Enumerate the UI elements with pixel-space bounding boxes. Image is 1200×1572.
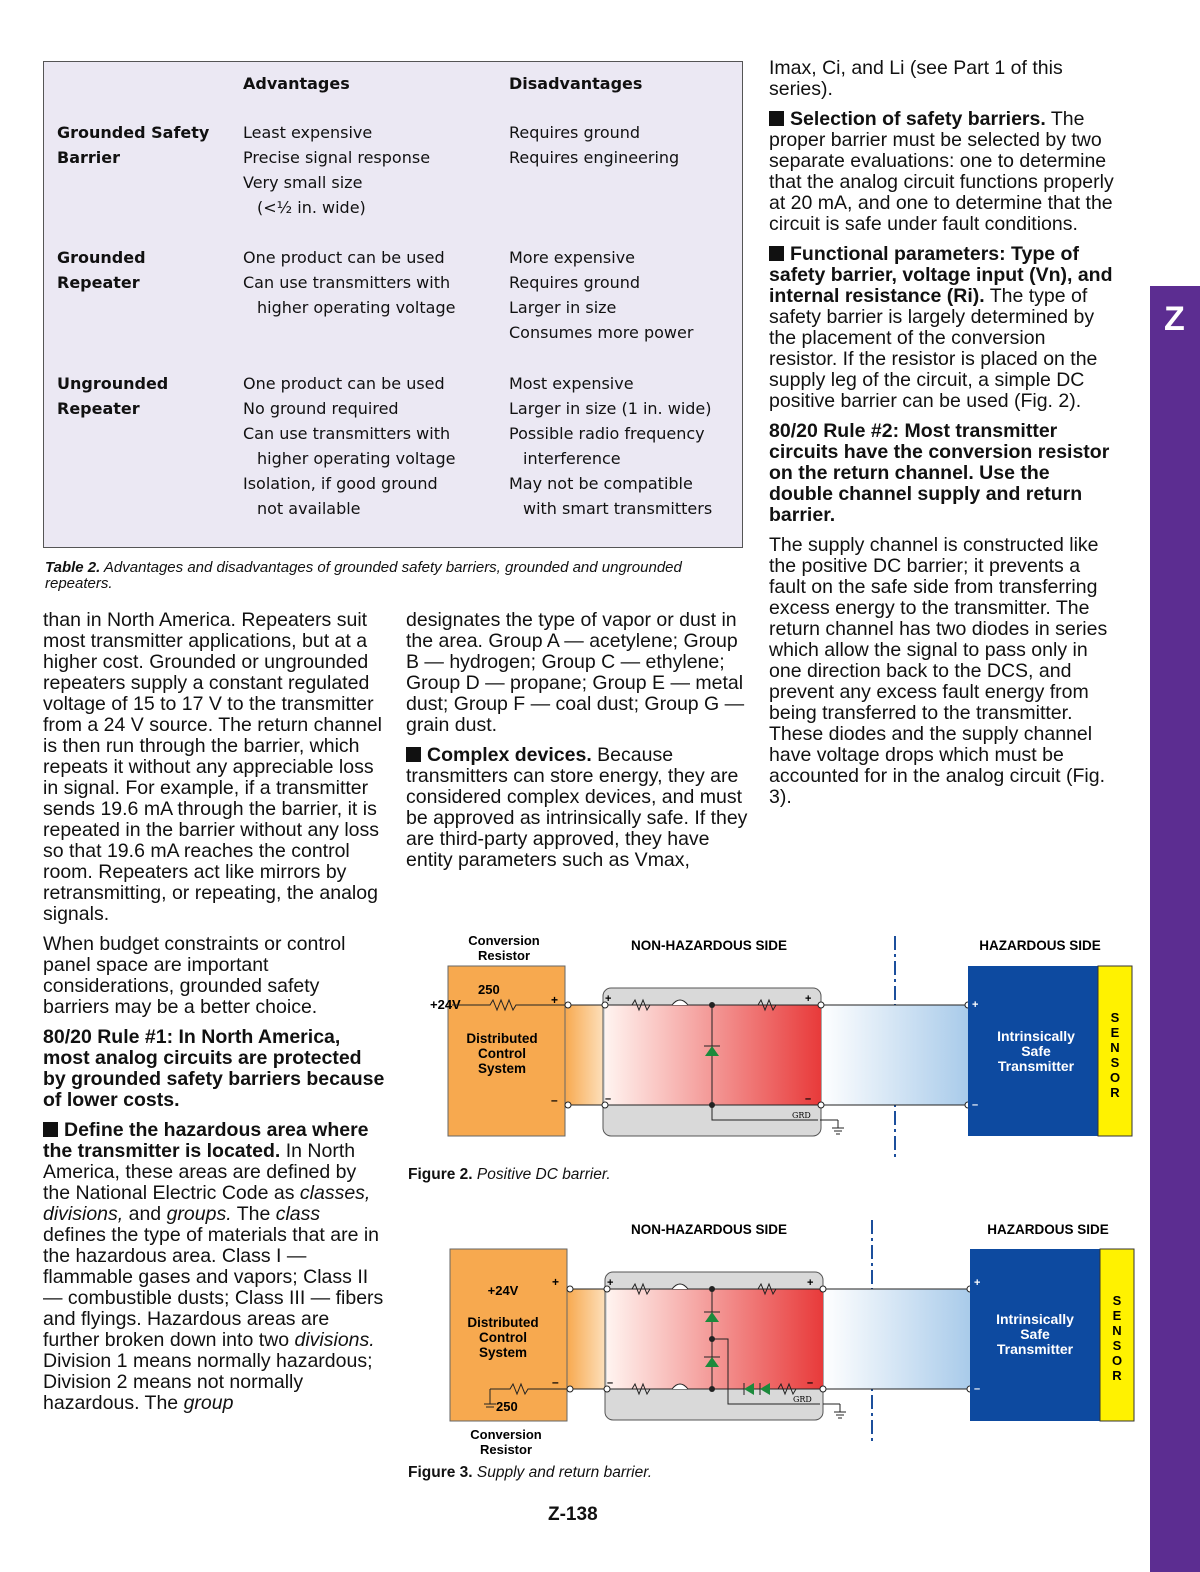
disadvantage-item: Requires ground [509, 123, 641, 142]
comparison-table [43, 61, 743, 548]
italic-term: divisions. [294, 1329, 375, 1351]
rule-2: 80/20 Rule #2: Most transmitter circuits have the conversion resistor on the return channel. Use the double channel supply and return barrier. [769, 420, 1110, 526]
transmitter-label: Intrinsically [996, 1311, 1074, 1327]
italic-term: groups. [166, 1203, 232, 1225]
sensor-letter: O [1111, 1353, 1123, 1368]
transmitter-label: Safe [1021, 1043, 1051, 1059]
figure-caption-text: Supply and return barrier. [472, 1464, 653, 1481]
supply-voltage-label: +24V [487, 1283, 519, 1298]
conversion-resistor-label: Resistor [477, 948, 531, 963]
text-run: In North America, these areas are defined by the National Electric Code as [43, 1140, 357, 1204]
disadvantage-item: interference [523, 449, 621, 468]
paragraph: than in North America. Repeaters suit most transmitter applications, but at a higher cost. Grounded or ungrounded repeaters supply a constant regulated voltage of 15 to 17 V to the transmitter from a 24 V source. The return channel is then run through the barrier, which repeats it without any appreciable loss in signal. For example, if a transmitter sends 19.6 mA through the barrier, it is repeated in the barrier without any loss so that 19.6 mA reaches the control room. Repeaters act like mirrors by retransmitting, or repeating, the analog signals. [43, 609, 382, 925]
paragraph: Imax, Ci, and Li (see Part 1 of this series). [769, 57, 1063, 100]
text-run: The [231, 1203, 276, 1225]
disadvantages-cell [509, 371, 739, 521]
sensor-letter: N [1110, 1040, 1120, 1055]
text-run: defines the type of materials that are in the hazardous area. Class I — flammable gases and vapors; Class II — combustible dusts; Class III — fibers and flyings. Hazardous areas are further broken down into two [43, 1224, 384, 1351]
advantage-item: not available [257, 499, 361, 518]
plus-terminal-label: + [552, 1275, 560, 1289]
text-run: and [123, 1203, 167, 1225]
minus-terminal-label: – [607, 1377, 614, 1389]
advantages-cell [243, 120, 503, 220]
disadvantage-item: Most expensive [509, 374, 634, 393]
rule-1: 80/20 Rule #1: In North America, most analog circuits are protected by grounded safety barriers because of lower costs. [43, 1026, 385, 1111]
disadvantage-item: Larger in size [509, 298, 617, 317]
sensor-letter: S [1112, 1338, 1122, 1353]
resistor-value-label: 250 [478, 982, 500, 997]
sensor-letter: N [1112, 1323, 1122, 1338]
advantage-item: higher operating voltage [257, 298, 456, 317]
figure-caption-text: Positive DC barrier. [472, 1166, 611, 1183]
minus-terminal-label: – [605, 1093, 612, 1105]
ground-terminal-label: GRD [793, 1395, 812, 1404]
advantage-item: Isolation, if good ground [243, 474, 438, 493]
minus-terminal-label: – [974, 1383, 981, 1395]
orange-fade [567, 1289, 607, 1389]
italic-term: group [183, 1392, 234, 1414]
plus-terminal-label: + [974, 1277, 981, 1289]
conversion-resistor-label: Conversion [470, 1427, 542, 1442]
dcs-label: Distributed [467, 1315, 539, 1330]
disadvantage-item: More expensive [509, 248, 636, 267]
square-bullet-icon [769, 111, 784, 126]
sensor-letter: S [1112, 1293, 1122, 1308]
row-name-line: Grounded Safety [57, 123, 210, 142]
paragraph [769, 109, 1114, 235]
plus-terminal-label: + [972, 999, 979, 1011]
italic-term: class [275, 1203, 321, 1225]
page-number: Z-138 [548, 1504, 598, 1525]
figure-3-diagram [400, 1212, 1140, 1462]
advantage-item: One product can be used [243, 248, 445, 267]
minus-terminal-label: – [551, 1093, 558, 1107]
square-bullet-icon [406, 747, 421, 762]
terminal-icon [818, 1002, 824, 1008]
row-name [57, 245, 237, 295]
advantage-item: One product can be used [243, 374, 445, 393]
advantage-item: higher operating voltage [257, 449, 456, 468]
conversion-resistor-label: Conversion [468, 933, 540, 948]
figure-caption-label: Figure 2. [408, 1166, 473, 1183]
figure-caption-label: Figure 3. [408, 1464, 473, 1481]
row-name [57, 120, 237, 170]
dcs-label: Control [479, 1330, 527, 1345]
run-in-heading: Define the hazardous area where the transmitter is located. [43, 1119, 369, 1162]
advantage-item: Precise signal response [243, 148, 431, 167]
minus-terminal-label: – [552, 1375, 559, 1389]
junction-dot [709, 1002, 715, 1008]
figure-2-caption [408, 1166, 611, 1184]
hazardous-side-label: HAZARDOUS SIDE [987, 1222, 1109, 1237]
run-in-heading: Complex devices. [427, 744, 592, 766]
table-header-advantages: Advantages [243, 74, 350, 93]
dcs-label: System [478, 1345, 528, 1360]
terminal-icon [818, 1102, 824, 1108]
plus-terminal-label: + [607, 1277, 614, 1289]
row-name-line: Ungrounded [57, 374, 169, 393]
advantage-item: No ground required [243, 399, 399, 418]
terminal-icon [820, 1286, 826, 1292]
advantage-item: Can use transmitters with [243, 273, 451, 292]
minus-terminal-label: – [807, 1377, 814, 1389]
advantages-cell [243, 371, 503, 521]
transmitter-label: Transmitter [997, 1058, 1075, 1074]
minus-terminal-label: – [805, 1093, 812, 1105]
advantage-item: (<½ in. wide) [257, 198, 366, 217]
disadvantage-item: Possible radio frequency [509, 424, 705, 443]
terminal-icon [567, 1386, 573, 1392]
text-run: The proper barrier must be selected by two separate evaluations: one to determine that the analog circuit functions properly at 20 mA, and one to determine that the circuit is safe under fault conditions. [769, 108, 1114, 235]
resistor-value-label: 250 [496, 1399, 518, 1414]
non-hazardous-side-label: NON-HAZARDOUS SIDE [630, 1222, 788, 1237]
terminal-icon [567, 1286, 573, 1292]
plus-terminal-label: + [605, 993, 612, 1005]
junction-dot [709, 1286, 715, 1292]
hazardous-side-label: HAZARDOUS SIDE [979, 938, 1101, 953]
non-hazardous-side-label: NON-HAZARDOUS SIDE [630, 938, 788, 953]
plus-terminal-label: + [551, 993, 559, 1007]
table-caption-text: Advantages and disadvantages of grounded safety barriers, grounded and ungrounded repeaters. [45, 559, 682, 592]
dcs-label: Control [478, 1046, 526, 1061]
disadvantages-cell [509, 245, 739, 345]
sensor-letter: O [1109, 1070, 1121, 1085]
advantage-item: Least expensive [243, 123, 373, 142]
conversion-resistor-label: Resistor [479, 1442, 533, 1457]
section-tab [1150, 286, 1200, 1572]
square-bullet-icon [769, 246, 784, 261]
sensor-letter: E [1110, 1025, 1120, 1040]
sensor-letter: E [1112, 1308, 1122, 1323]
supply-voltage-label: +24V [430, 997, 461, 1012]
transmitter-label: Transmitter [996, 1341, 1074, 1357]
run-in-heading: Functional parameters: Type of safety barrier, voltage input (Vn), and internal resistance (Ri). [769, 243, 1113, 307]
row-name-line: Grounded [57, 248, 146, 267]
minus-terminal-label: – [972, 1099, 979, 1111]
disadvantage-item: Requires engineering [509, 148, 680, 167]
row-name-line: Repeater [57, 399, 140, 418]
advantages-cell [243, 245, 503, 320]
plus-terminal-label: + [805, 993, 812, 1005]
disadvantage-item: Consumes more power [509, 323, 694, 342]
sensor-letter: R [1112, 1368, 1122, 1383]
table-caption-label: Table 2. [45, 559, 101, 576]
left-column [43, 610, 388, 1423]
sensor-letter: S [1110, 1010, 1120, 1025]
right-column [769, 58, 1114, 817]
advantage-item: Can use transmitters with [243, 424, 451, 443]
transmitter-label: Safe [1020, 1326, 1050, 1342]
middle-column [406, 610, 751, 880]
square-bullet-icon [43, 1122, 58, 1137]
terminal-icon [820, 1386, 826, 1392]
row-name-line: Barrier [57, 148, 120, 167]
paragraph [43, 1120, 388, 1414]
italic-term: classes, divisions, [43, 1182, 371, 1225]
transmitter-label: Intrinsically [997, 1028, 1075, 1044]
text-run: Division 1 means normally hazardous; Division 2 means not normally hazardous. The [43, 1350, 373, 1414]
run-in-heading: Selection of safety barriers. [790, 108, 1046, 130]
row-name-line: Repeater [57, 273, 140, 292]
disadvantage-item: Requires ground [509, 273, 641, 292]
paragraph [769, 244, 1114, 412]
disadvantage-item: Larger in size (1 in. wide) [509, 399, 712, 418]
section-tab-letter: Z [1164, 300, 1185, 338]
dcs-label: Distributed [466, 1031, 538, 1046]
disadvantage-item: May not be compatible [509, 474, 693, 493]
table-header-disadvantages: Disadvantages [509, 74, 643, 93]
figure-2-diagram [400, 928, 1140, 1168]
blue-fade [823, 1289, 970, 1389]
text-run: Because transmitters can store energy, they are considered complex devices, and must be approved as intrinsically safe. If they are third-party approved, they have entity parameters such as Vmax, [406, 744, 748, 871]
figure-3-caption [408, 1464, 652, 1482]
dcs-label: System [477, 1061, 527, 1076]
table-caption [45, 560, 745, 592]
disadvantages-cell [509, 120, 739, 170]
sensor-letter: S [1110, 1055, 1120, 1070]
advantage-item: Very small size [243, 173, 363, 192]
paragraph [406, 745, 751, 871]
paragraph: When budget constraints or control panel space are important considerations, grounded safety barriers may be a better choice. [43, 933, 346, 1018]
terminal-icon [565, 1102, 571, 1108]
orange-fade [565, 1005, 605, 1105]
junction-dot [709, 1386, 715, 1392]
paragraph: designates the type of vapor or dust in the area. Group A — acetylene; Group B — hydrogen; Group C — ethylene; Group D — propane; Group E — metal dust; Group F — coal dust; Group G — grain dust. [406, 609, 745, 736]
sensor-letter: R [1110, 1085, 1120, 1100]
blue-fade [820, 1005, 968, 1105]
text-run: The type of safety barrier is largely determined by the placement of the conversion resistor. If the resistor is placed on the supply leg of the circuit, a simple DC positive barrier can be used (Fig. 2). [769, 285, 1098, 412]
plus-terminal-label: + [807, 1277, 814, 1289]
paragraph: The supply channel is constructed like the positive DC barrier; it prevents a fault on the safe side from transferring excess energy to the transmitter. The return channel has two diodes in series which allow the signal to pass only in one direction back to the DCS, and prevent any excess fault energy from being transferred to the transmitter. These diodes and the supply channel have voltage drops which must be accounted for in the analog circuit (Fig. 3). [769, 534, 1108, 808]
row-name [57, 371, 237, 421]
terminal-icon [565, 1002, 571, 1008]
ground-terminal-label: GRD [792, 1111, 811, 1120]
disadvantage-item: with smart transmitters [523, 499, 713, 518]
